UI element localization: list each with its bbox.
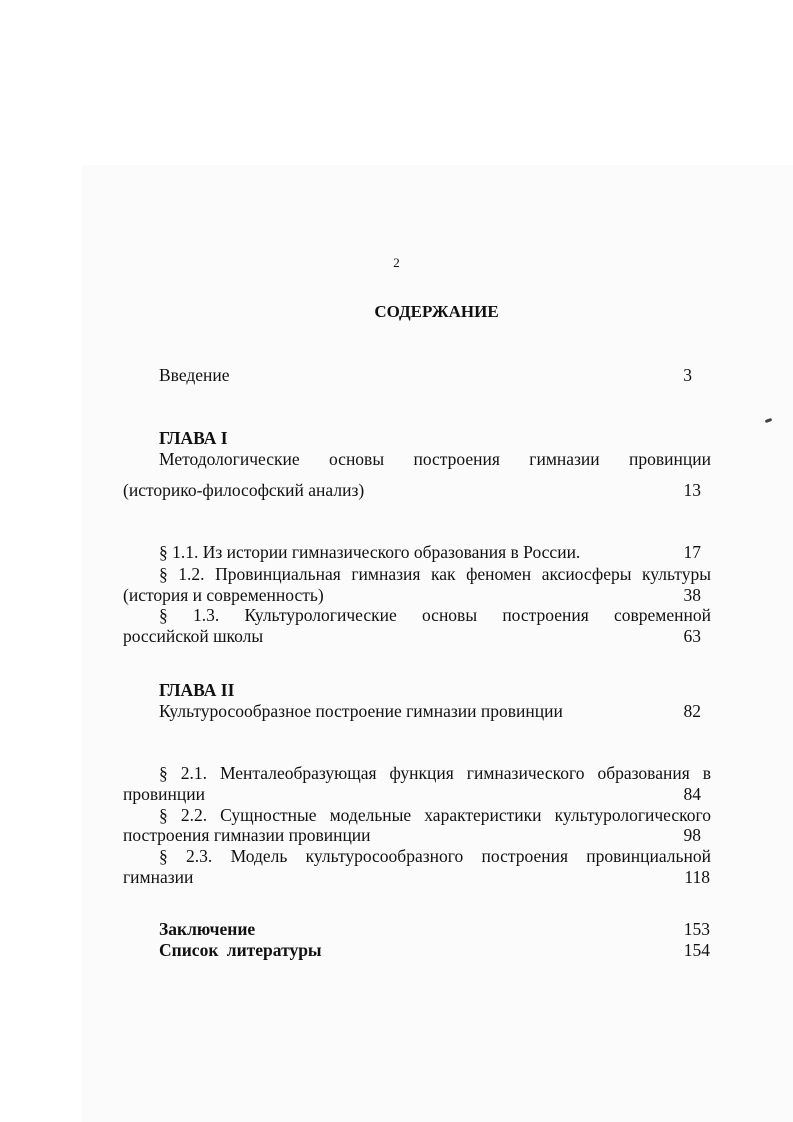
toc-intro-page: 3 — [683, 365, 692, 385]
chapter1-page: 13 — [683, 480, 701, 500]
toc-section-1-3-line1: § 1.3. Культурологические основы построения современной — [159, 605, 711, 625]
toc-section-2-3-page: 118 — [684, 867, 710, 887]
toc-conclusion-label: Заключение — [159, 919, 256, 939]
toc-section-1-3-page: 63 — [683, 626, 701, 646]
toc-section-1-1-page: 17 — [683, 542, 701, 562]
toc-conclusion-page: 153 — [683, 919, 710, 939]
chapter1-title-line2: (историко-философский анализ) — [123, 480, 365, 500]
toc-section-1-2-line2: (история и современность) — [123, 585, 324, 605]
toc-section-2-1-line1: § 2.1. Менталеобразующая функция гимназического образования в — [159, 763, 711, 783]
toc-section-2-1-page: 84 — [683, 784, 701, 804]
toc-section-1-3-line2: российской школы — [123, 626, 264, 646]
chapter1-title-line1: Методологические основы построения гимназии провинции — [159, 449, 711, 469]
toc-references-page: 154 — [683, 940, 710, 960]
chapter1-heading: ГЛАВА I — [159, 428, 228, 448]
toc-section-1-2-page: 38 — [683, 585, 701, 605]
chapter2-page: 82 — [683, 701, 701, 721]
toc-intro-label: Введение — [159, 365, 230, 385]
chapter2-title: Культуросообразное построение гимназии провинции — [159, 701, 563, 721]
toc-references-label: Список литературы — [159, 940, 322, 960]
chapter2-heading: ГЛАВА II — [159, 680, 235, 700]
toc-section-2-2-line1: § 2.2. Сущностные модельные характеристики культурологического — [159, 805, 711, 825]
toc-section-2-1-line2: провинции — [123, 784, 205, 804]
toc-section-1-2-line1: § 1.2. Провинциальная гимназия как феномен аксиосферы культуры — [159, 564, 711, 584]
toc-section-2-3-line1: § 2.3. Модель культуросообразного построения провинциальной — [159, 846, 711, 866]
toc-section-2-2-page: 98 — [683, 825, 701, 845]
toc-section-1-1: § 1.1. Из истории гимназического образования в России. — [159, 542, 581, 562]
toc-section-2-3-line2: гимназии — [123, 867, 194, 887]
page-title: СОДЕРЖАНИЕ — [374, 302, 499, 321]
toc-section-2-2-line2: построения гимназии провинции — [123, 825, 371, 845]
page-number: 2 — [393, 255, 400, 270]
